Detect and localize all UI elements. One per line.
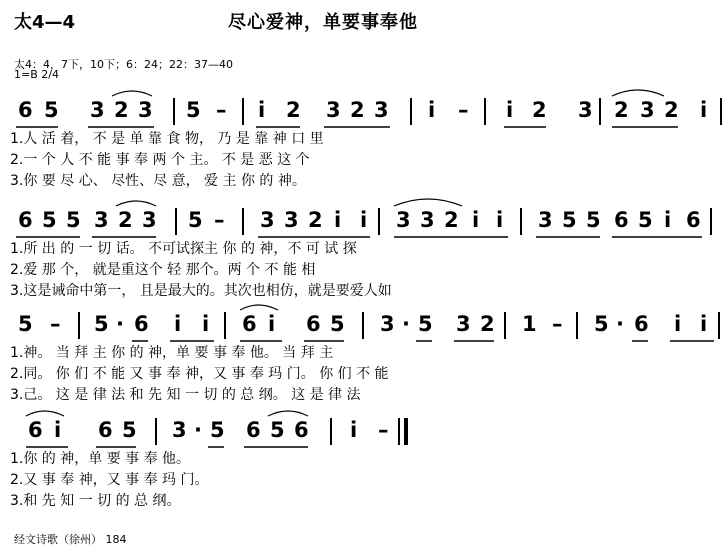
hymn-title: 尽心爱神，单要事奉他 xyxy=(228,12,418,33)
note-row: 6 i 6 5 3 · 5 6 5 6 i – xyxy=(10,418,722,444)
source-citation: 经文诗歌（徐州） 184 xyxy=(14,533,127,546)
note-row: 5 – 5 · 6 i i 6 i 6 5 3 · 5 3 2 1 – 5 · 6 i i xyxy=(10,312,722,338)
lyric-line-3: 3.己。 这 是 律 法 和 先 知 一 切 的 总 纲。 这 是 律 法 xyxy=(10,387,361,403)
lyric-line-1: 1.人 活 着， 不 是 单 靠 食 物， 乃 是 靠 神 口 里 xyxy=(10,131,324,147)
hymn-code: 太4—4 xyxy=(14,12,76,33)
lyric-line-1: 1.你 的 神，单 要 事 奉 他。 xyxy=(10,451,191,467)
scripture-reference: 太4：4，7下，10下；6：24；22：37—40 xyxy=(14,58,233,71)
lyric-line-2: 2.又 事 奉 神，又 事 奉 玛 门。 xyxy=(10,472,209,488)
lyric-line-2: 2.爱 那 个， 就是重这个 轻 那个。两 个 不 能 相 xyxy=(10,262,316,278)
lyric-line-2: 2.一 个 人 不 能 事 奉 两 个 主。 不 是 恶 这 个 xyxy=(10,152,310,168)
lyric-line-1: 1.神。 当 拜 主 你 的 神，单 要 事 奉 他。 当 拜 主 xyxy=(10,345,334,361)
lyric-line-2: 2.同。 你 们 不 能 又 事 奉 神，又 事 奉 玛 门。 你 们 不 能 xyxy=(10,366,389,382)
lyric-line-3: 3.这是诫命中第一， 且是最大的。其次也相仿，就是要爱人如 xyxy=(10,283,392,299)
note-row: 6 5 5 3 2 3 5 – 3 3 2 i i 3 3 2 i i 3 5 5 6 5 i 6 xyxy=(10,208,722,234)
lyric-line-1: 1.所 出 的 一 切 话。 不可试探主 你 的 神，不 可 试 探 xyxy=(10,241,357,257)
note-row: 6 5 3 2 3 5 – i 2 3 2 3 i – i 2 3 2 3 2 i xyxy=(10,98,722,124)
lyric-line-3: 3.和 先 知 一 切 的 总 纲。 xyxy=(10,493,181,509)
key-signature: 1=B 2/4 xyxy=(14,68,59,81)
lyric-line-3: 3.你 要 尽 心、 尽性、尽 意， 爱 主 你 的 神。 xyxy=(10,173,306,189)
